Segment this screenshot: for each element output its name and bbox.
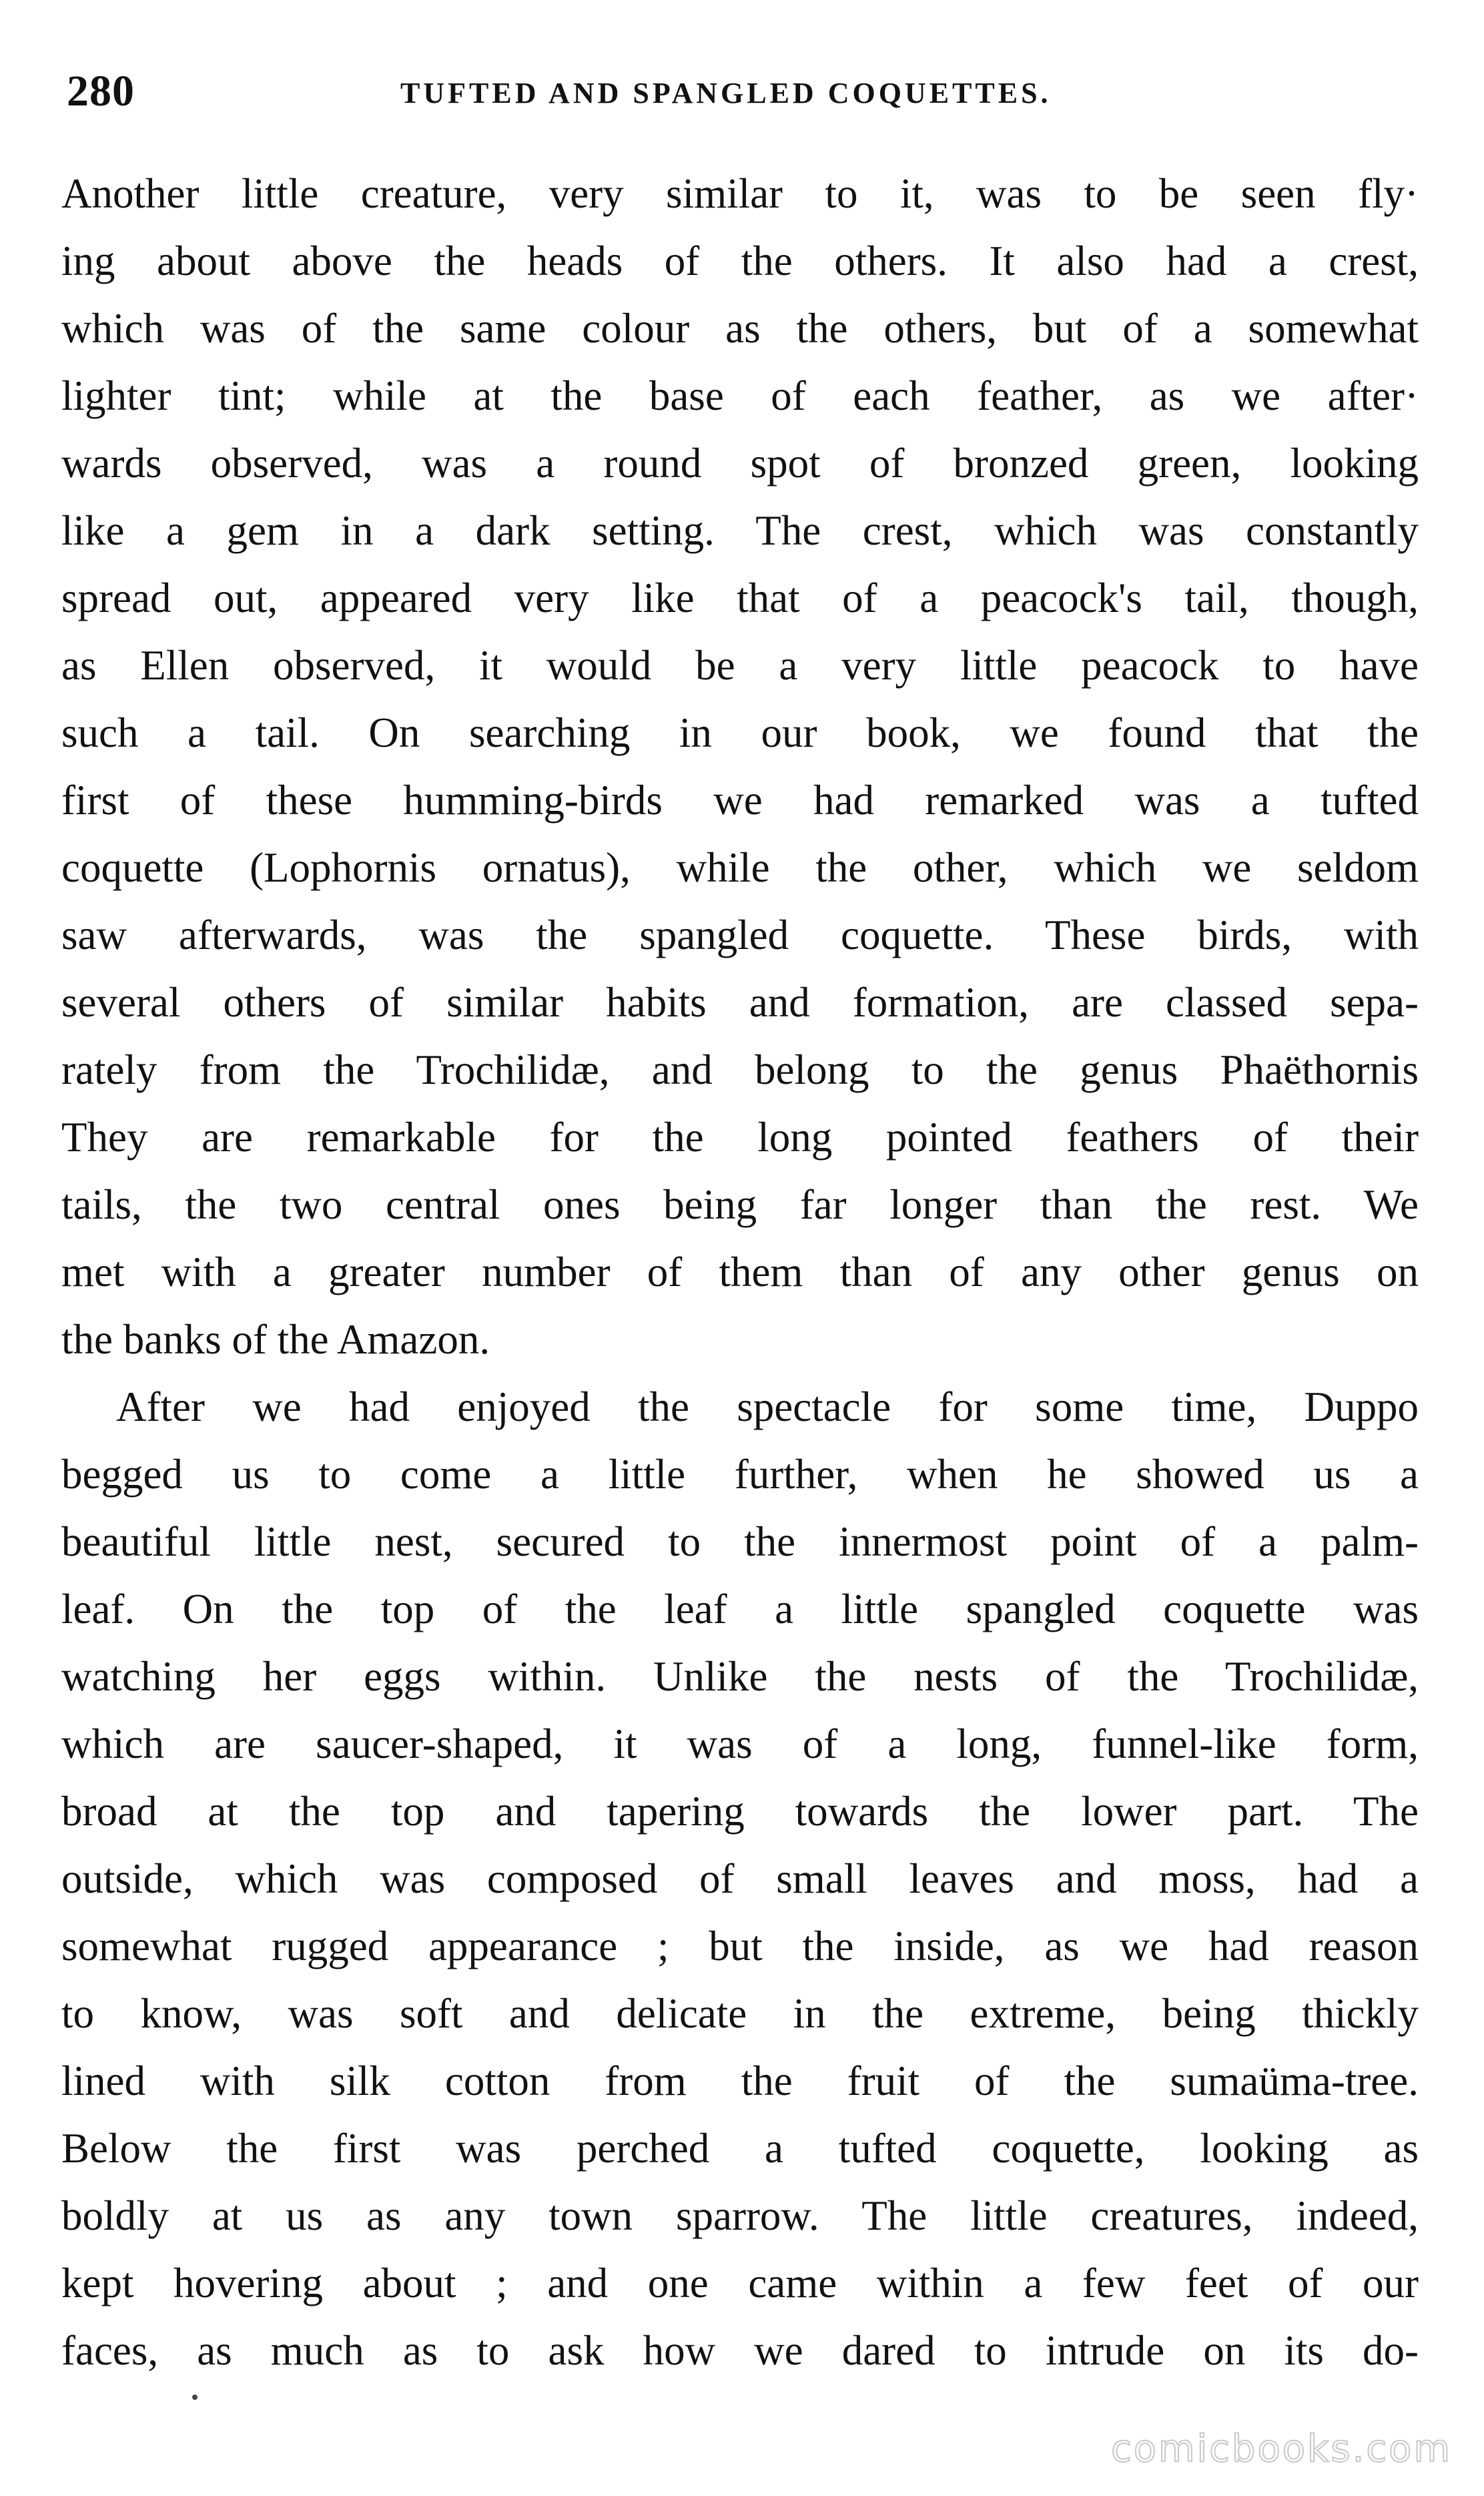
text-line: beautiful little nest, secured to the innermost point of a palm- (61, 1518, 1419, 1565)
text-line: lined with silk cotton from the fruit of the sumaüma-tree. (61, 2058, 1419, 2104)
text-line: begged us to come a little further, when he showed us a (61, 1451, 1419, 1498)
text-line: lighter tint; while at the base of each feather, as we after· (61, 372, 1419, 419)
text-line: kept hovering about ; and one came within a few feet of our (61, 2260, 1419, 2306)
text-line: like a gem in a dark setting. The crest, which was constantly (61, 507, 1419, 554)
text-line: broad at the top and tapering towards the lower part. The (61, 1788, 1419, 1835)
page-header (67, 61, 1417, 135)
paragraph (61, 1373, 1419, 2385)
text-line: to know, was soft and delicate in the extreme, being thickly (61, 1990, 1419, 2037)
text-line: which was of the same colour as the others, but of a somewhat (61, 305, 1419, 352)
text-line: They are remarkable for the long pointed feathers of their (61, 1114, 1419, 1161)
text-line: Below the first was perched a tufted coquette, looking as (61, 2125, 1419, 2172)
text-line: rately from the Trochilidæ, and belong to the genus Phaëthornis (61, 1046, 1419, 1093)
text-line: watching her eggs within. Unlike the nests of the Trochilidæ, (61, 1653, 1419, 1700)
text-line: tails, the two central ones being far longer than the rest. We (61, 1181, 1419, 1228)
text-line: coquette (Lophornis ornatus), while the other, which we seldom (61, 844, 1419, 891)
text-line: the banks of the Amazon. (61, 1316, 490, 1363)
text-line: ing about above the heads of the others. It also had a crest, (61, 238, 1419, 284)
text-line: such a tail. On searching in our book, we found that the (61, 709, 1419, 756)
text-line: wards observed, was a round spot of bronzed green, looking (61, 440, 1419, 487)
text-line: leaf. On the top of the leaf a little spangled coquette was (61, 1586, 1419, 1632)
text-line: which are saucer-shaped, it was of a long, funnel-like form, (61, 1721, 1419, 1767)
text-line: somewhat rugged appearance ; but the inside, as we had reason (61, 1923, 1419, 1969)
text-line: saw afterwards, was the spangled coquette. These birds, with (61, 912, 1419, 958)
text-line: After we had enjoyed the spectacle for some time, Duppo (116, 1383, 1419, 1430)
text-line: spread out, appeared very like that of a peacock's tail, though, (61, 575, 1419, 621)
body-text (61, 160, 1419, 2385)
watermark: comicbooks.com (1110, 2427, 1452, 2471)
page-number: 280 (67, 67, 135, 115)
print-mark (192, 2395, 198, 2400)
running-head: TUFTED AND SPANGLED COQUETTES. (400, 77, 1052, 109)
text-line: faces, as much as to ask how we dared to intrude on its do- (61, 2327, 1419, 2374)
paragraph (61, 160, 1419, 1373)
text-line: boldly at us as any town sparrow. The little creatures, indeed, (61, 2192, 1419, 2239)
text-line: met with a greater number of them than of any other genus on (61, 1249, 1419, 1295)
text-line: several others of similar habits and formation, are classed sepa- (61, 979, 1419, 1026)
text-line: Another little creature, very similar to it, was to be seen fly· (61, 170, 1419, 217)
text-line: as Ellen observed, it would be a very little peacock to have (61, 642, 1419, 689)
text-line: outside, which was composed of small leaves and moss, had a (61, 1855, 1419, 1902)
text-line: first of these humming-birds we had remarked was a tufted (61, 777, 1419, 824)
